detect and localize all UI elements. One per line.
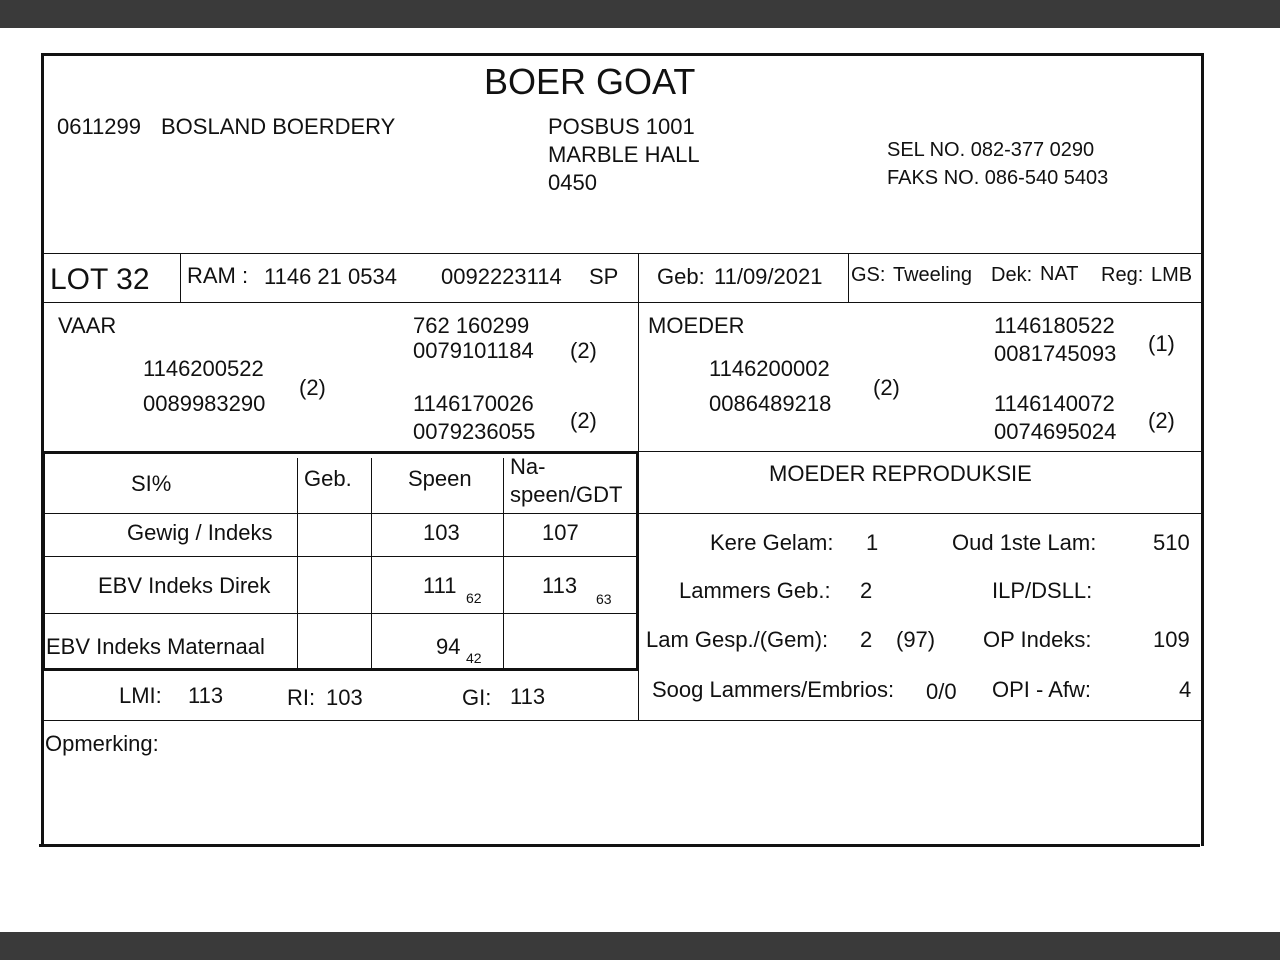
naspeen-accuracy: 63 [596,591,612,607]
lmi-value: 113 [188,683,224,708]
row-label: Gewig / Indeks [127,520,273,545]
vaar-sire-id: 762 160299 [413,313,530,338]
geb-label: Geb: [657,264,705,289]
lam-gesp-gem-value: (97) [896,627,936,652]
row-label: EBV Indeks Maternaal [46,634,265,659]
naspeen-header-line-2: speen/GDT [510,482,623,507]
vaar-dam-count: (2) [570,408,597,433]
lammers-geb-value: 2 [860,578,873,603]
vaar-sire-count: (2) [570,338,597,363]
address-line-3: 0450 [548,170,597,195]
bottom-bar [0,932,1280,960]
opi-afw-value: 4 [1179,677,1192,702]
opmerking-label: Opmerking: [45,731,159,756]
moeder-reg: 0086489218 [709,391,832,416]
address-line-2: MARBLE HALL [548,142,700,167]
moeder-dam-reg: 0074695024 [994,419,1117,444]
lam-gesp-value: 2 [860,627,873,652]
kere-gelam-value: 1 [866,530,879,555]
kere-gelam-label: Kere Gelam: [710,530,834,555]
row-label: EBV Indeks Direk [98,573,271,598]
vaar-label: VAAR [58,313,117,338]
vaar-count: (2) [299,375,326,400]
naspeen-header-line-1: Na- [510,454,546,479]
lot-number: LOT 32 [50,263,150,296]
moeder-id: 1146200002 [709,356,830,381]
address-line-1: POSBUS 1001 [548,114,695,139]
si-header: SI% [131,471,172,496]
moeder-count: (2) [873,375,900,400]
ram-reg: 0092223114 [441,264,562,289]
speen-value: 111 [423,573,457,598]
vaar-dam-reg: 0079236055 [413,419,536,444]
ram-id: 1146 21 0534 [264,264,397,289]
op-indeks-label: OP Indeks: [983,627,1092,652]
naspeen-value: 107 [542,520,579,545]
owner-name: BOSLAND BOERDERY [161,114,396,139]
gi-value: 113 [510,684,546,709]
moeder-dam-id: 1146140072 [994,391,1115,416]
speen-value: 103 [423,520,460,545]
oud-1ste-lam-label: Oud 1ste Lam: [952,530,1097,555]
lammers-geb-label: Lammers Geb.: [679,578,831,603]
naspeen-value: 113 [542,573,578,598]
reg-value: LMB [1151,264,1193,286]
owner-code: 0611299 [57,114,142,139]
moeder-sire-reg: 0081745093 [994,341,1117,366]
dek-label: Dek: [991,264,1033,286]
moeder-label: MOEDER [648,313,745,338]
soog-lammers-value: 0/0 [926,679,957,704]
oud-1ste-lam-value: 510 [1153,530,1190,555]
op-indeks-value: 109 [1153,627,1190,652]
ram-type: SP [589,264,619,289]
vaar-dam-id: 1146170026 [413,391,534,416]
opi-afw-label: OPI - Afw: [992,677,1092,702]
geb-header: Geb. [304,466,352,491]
vaar-id: 1146200522 [143,356,264,381]
soog-lammers-label: Soog Lammers/Embrios: [652,677,895,702]
top-bar [0,0,1280,28]
gs-label: GS: [851,264,886,286]
vaar-sire-reg: 0079101184 [413,338,534,363]
dek-value: NAT [1040,263,1079,285]
gi-label: GI: [462,685,492,710]
moeder-dam-count: (2) [1148,408,1175,433]
gs-value: Tweeling [893,264,972,286]
card-title: BOER GOAT [484,61,696,102]
reproduksie-title: MOEDER REPRODUKSIE [769,461,1032,486]
geb-date: 11/09/2021 [714,264,823,289]
ram-label: RAM : [187,263,249,288]
speen-value: 94 [436,634,461,659]
sel-number: SEL NO. 082-377 0290 [887,139,1095,161]
ilp-dsll-label: ILP/DSLL: [992,578,1093,603]
ri-value: 103 [326,685,363,710]
vaar-reg: 0089983290 [143,391,266,416]
speen-accuracy: 42 [466,650,482,666]
faks-number: FAKS NO. 086-540 5403 [887,167,1109,189]
lam-gesp-label: Lam Gesp./(Gem): [646,627,829,652]
reg-label: Reg: [1101,264,1144,286]
ri-label: RI: [287,685,316,710]
lmi-label: LMI: [119,683,162,708]
speen-header: Speen [408,466,472,491]
speen-accuracy: 62 [466,590,482,606]
moeder-sire-count: (1) [1148,331,1175,356]
moeder-sire-id: 1146180522 [994,313,1115,338]
